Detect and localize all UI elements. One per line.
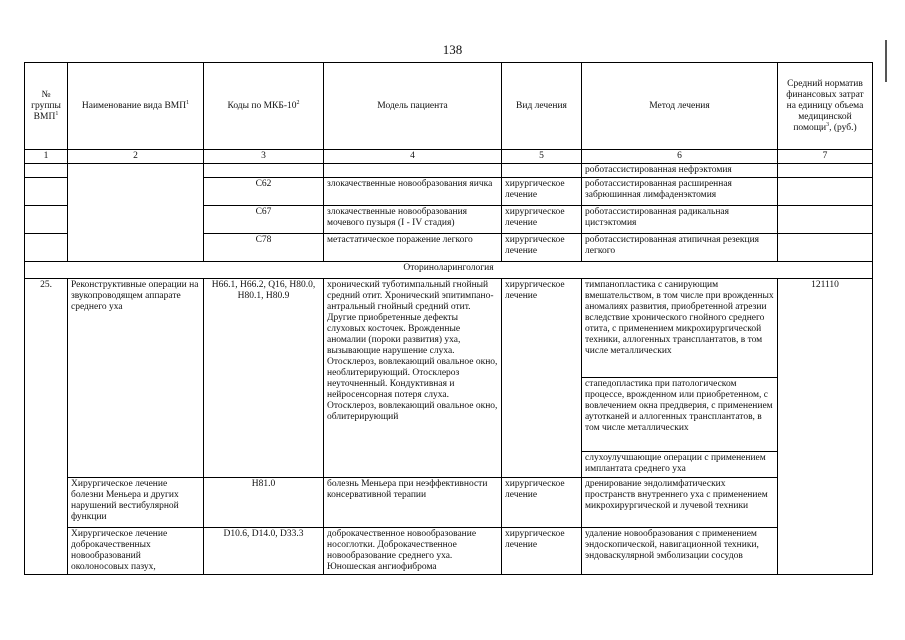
group-number: 25. — [25, 279, 68, 575]
patient-model-cell: доброкачественное новообразование носоглотки. Доброкачественное новообразование среднего уха. Юношеская ангиофиброма — [324, 528, 502, 575]
table-row — [25, 478, 873, 528]
treatment-type-cell — [502, 164, 582, 178]
avg-cost-cell — [778, 234, 873, 262]
column-number: 7 — [778, 150, 873, 164]
treatment-method-cell: роботассистированная радикальная цистэктомия — [582, 206, 778, 234]
treatment-type-cell: хирургическое лечение — [502, 206, 582, 234]
scan-edge-mark — [885, 40, 887, 82]
avg-cost-cell: 121110 — [778, 279, 873, 575]
vmp-table — [24, 62, 873, 575]
treatment-method-cell: слухоулучшающие операции с применением имплантата среднего уха — [582, 452, 778, 478]
treatment-method-cell: роботассистированная расширенная забрюшинная лимфаденэктомия — [582, 178, 778, 206]
column-number: 5 — [502, 150, 582, 164]
table-row — [25, 279, 873, 378]
patient-model-cell: злокачественные новообразования яичка — [324, 178, 502, 206]
column-number: 2 — [68, 150, 204, 164]
page-number: 138 — [442, 42, 463, 57]
icd-code-cell: C67 — [204, 206, 324, 234]
treatment-method-cell: тимпанопластика с санирующим вмешательством, в том числе при врожденных аномалиях развития, приобретенной атрезии вследствие хронического гнойного среднего отита, с применением микрохирургической техники, аллогенных трансплантатов, в том числе металлических — [582, 279, 778, 378]
treatment-method-cell: удаление новообразования с применением эндоскопической, навигационной техники, эндоваскулярной эмболизации сосудов — [582, 528, 778, 575]
header-avg-cost: Средний норматив финансовых затрат на единицу объема медицинской помощи$^3$, (руб.) — [778, 63, 873, 150]
group-no-cell — [25, 178, 68, 206]
avg-cost-cell — [778, 178, 873, 206]
header-icd-codes: Коды по МКБ-$10^2$ — [204, 63, 324, 150]
icd-code-cell: C78 — [204, 234, 324, 262]
treatment-method-cell: роботассистированная атипичная резекция легкого — [582, 234, 778, 262]
icd-code-cell: H81.0 — [204, 478, 324, 528]
patient-model-cell: злокачественные новообразования мочевого пузыря (I - IV стадия) — [324, 206, 502, 234]
patient-model-cell: болезнь Меньера при неэффективности консервативной терапии — [324, 478, 502, 528]
vmp-name-cell — [68, 164, 204, 262]
treatment-method-cell: роботассистированная нефрэктомия — [582, 164, 778, 178]
group-no-cell — [25, 164, 68, 178]
column-number: 4 — [324, 150, 502, 164]
table-header-row — [25, 63, 873, 150]
treatment-type-cell: хирургическое лечение — [502, 178, 582, 206]
treatment-type-cell: хирургическое лечение — [502, 528, 582, 575]
icd-code-cell: H66.1, H66.2, Q16, H80.0, H80.1, H80.9 — [204, 279, 324, 478]
vmp-name-cell: Хирургическое лечение болезни Меньера и других нарушений вестибулярной функции — [68, 478, 204, 528]
header-vmp-name: Наименование вида ВМП$^1$ — [68, 63, 204, 150]
section-title: Оториноларингология — [25, 262, 873, 279]
avg-cost-cell — [778, 206, 873, 234]
table-row — [25, 164, 873, 178]
header-group-no: № группы ВМП$^1$ — [25, 63, 68, 150]
treatment-type-cell: хирургическое лечение — [502, 478, 582, 528]
section-row — [25, 262, 873, 279]
column-number-row — [25, 150, 873, 164]
header-patient-model: Модель пациента — [324, 63, 502, 150]
patient-model-cell: хронический туботимпальный гнойный средний отит. Хронический эпитимпано-антральный гнойный средний отит. Другие приобретенные дефекты слуховых косточек. Врожденные аномалии (пороки развития) уха, вызывающие нарушение слуха. Отосклероз, вовлекающий овальное окно, необлитерирующий. Отосклероз неуточненный. Кондуктивная и нейросенсорная потеря слуха. Отосклероз, вовлекающий овальное окно, облитерирующий — [324, 279, 502, 478]
treatment-method-cell: дренирование эндолимфатических пространств внутреннего уха с применением микрохирургической и лучевой техники — [582, 478, 778, 528]
column-number: 1 — [25, 150, 68, 164]
patient-model-cell — [324, 164, 502, 178]
icd-code-cell: C62 — [204, 178, 324, 206]
vmp-name-cell: Реконструктивные операции на звукопроводящем аппарате среднего уха — [68, 279, 204, 478]
table-row — [25, 528, 873, 575]
group-no-cell — [25, 206, 68, 234]
icd-code-cell: D10.6, D14.0, D33.3 — [204, 528, 324, 575]
group-no-cell — [25, 234, 68, 262]
treatment-method-cell: стапедопластика при патологическом процессе, врожденном или приобретенном, с вовлечением окна преддверия, с применением аутотканей и аллогенных трансплантатов, в том числе металлических — [582, 378, 778, 452]
column-number: 3 — [204, 150, 324, 164]
avg-cost-cell — [778, 164, 873, 178]
vmp-name-cell: Хирургическое лечение доброкачественных новообразований околоносовых пазух, — [68, 528, 204, 575]
header-treatment-type: Вид лечения — [502, 63, 582, 150]
treatment-type-cell: хирургическое лечение — [502, 279, 582, 478]
icd-code-cell — [204, 164, 324, 178]
treatment-type-cell: хирургическое лечение — [502, 234, 582, 262]
column-number: 6 — [582, 150, 778, 164]
patient-model-cell: метастатическое поражение легкого — [324, 234, 502, 262]
header-treatment-method: Метод лечения — [582, 63, 778, 150]
